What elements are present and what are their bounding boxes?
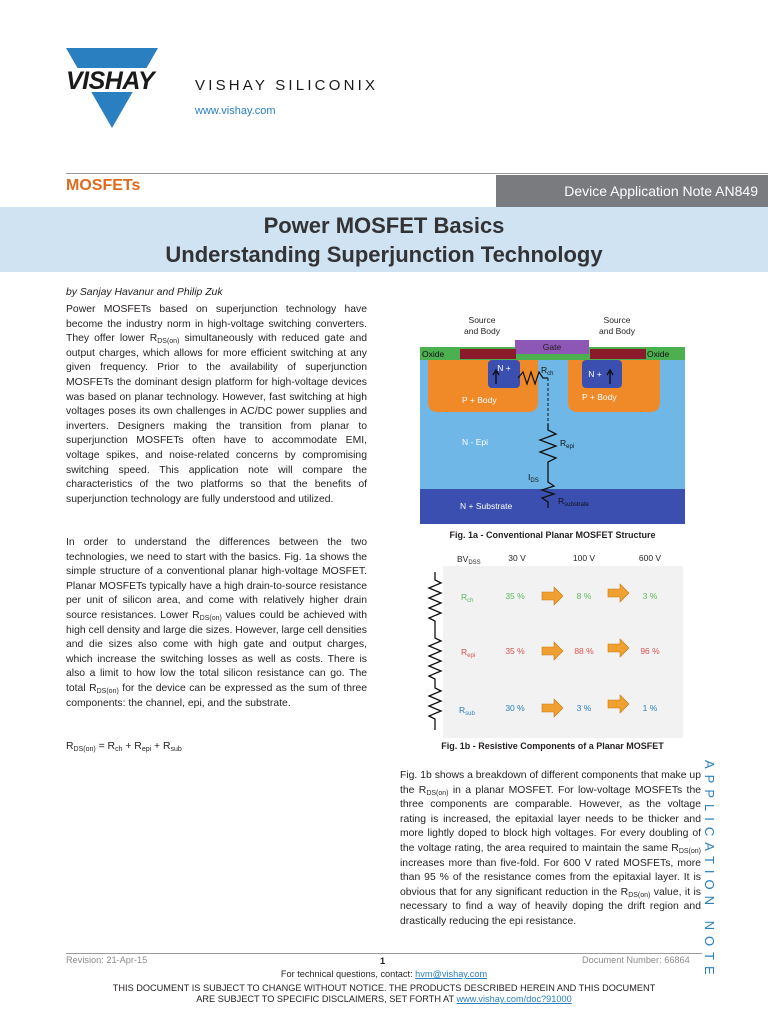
intro-paragraph xyxy=(66,303,367,507)
title-line-1: Power MOSFET Basics xyxy=(263,213,505,238)
eq-r: + R xyxy=(151,741,171,752)
text-sub: DS(on) xyxy=(157,338,180,346)
text-run: Power MOSFETs based on superjunction technology have become the industry norm in high-voltage switching converters. They offer lower R xyxy=(66,304,367,345)
bv-sub: DSS xyxy=(468,560,481,566)
eq-sub: sub xyxy=(170,746,182,753)
disclaimer-link[interactable]: www.vishay.com/doc?91000 xyxy=(456,994,572,1004)
source-contact-right xyxy=(590,349,646,359)
fig1a-mosfet-structure xyxy=(420,314,685,524)
rsub-30v: 30 % xyxy=(505,703,525,713)
section-label: MOSFETs xyxy=(66,177,141,194)
rch-row-label: $R_{ch}$ xyxy=(461,592,474,604)
rsub-100v: 3 % xyxy=(576,703,592,713)
nplus-label-left: N + xyxy=(497,363,511,373)
page-number: 1 xyxy=(380,956,386,966)
basics-paragraph xyxy=(66,536,367,711)
resistor-chain xyxy=(429,572,441,730)
eq-r: + R xyxy=(122,741,142,752)
repi-sub: epi xyxy=(566,444,575,450)
app-note-label: Device Application Note AN849 xyxy=(496,175,768,207)
bv-text: BV xyxy=(457,554,469,564)
disclaimer-line-1: THIS DOCUMENT IS SUBJECT TO CHANGE WITHOUT NOTICE. THE PRODUCTS DESCRIBED HEREIN AND THIS DOCUMENT xyxy=(112,983,656,993)
fig1b-caption: Fig. 1b - Resistive Components of a Planar MOSFET xyxy=(441,741,664,751)
text-run: Fig. 1b shows a breakdown of different components that make up the R xyxy=(400,770,701,796)
text-sub: DS(on) xyxy=(199,614,222,622)
text-run: for the device can be expressed as the sum of three components: the channel, epi, and the substrate. xyxy=(66,682,368,709)
document-number: Document Number: 66864 xyxy=(582,955,690,965)
voltage-100: 100 V xyxy=(572,553,596,563)
text-run: In order to understand the differences between the two technologies, we need to start with the basics. Fig. 1a shows the simple structure of a conventional planar high-voltage MOSFET. Planar MOSFETs typically have a high drain-to-source resistance per unit of silicon area, and come with relatively higher drain source resistances. Lower R xyxy=(66,537,367,621)
repi-600v: 96 % xyxy=(640,646,660,656)
source-label-left: Source xyxy=(468,315,496,325)
application-note-sidebar: APPLICATION NOTE xyxy=(702,760,717,981)
fig1a-caption: Fig. 1a - Conventional Planar MOSFET Structure xyxy=(449,530,656,540)
eq-sub: ch xyxy=(115,746,123,753)
text-run: values could be achieved with high cell density and large die sizes. However, large cell densities and die sizes also come with high gate and output charges, which increase the switching losses as well as costs. There is also a limit to how low the total silicon resistance can go. The total R xyxy=(66,609,367,694)
contact-prefix: For technical questions, contact: xyxy=(280,969,416,979)
text-run: in a planar MOSFET. For low-voltage MOSFETs the three components are comparable. However, as the voltage rating is increased, the epitaxial layer needs to be thicker and more lightly doped to block high voltages. For every doubling of the voltage rating, the area required to maintain the same R xyxy=(400,784,702,854)
p-body-label-left: P + Body xyxy=(462,395,497,405)
eq-r: = R xyxy=(95,741,116,752)
and-body-label-right: and Body xyxy=(599,326,635,336)
header-rule xyxy=(66,173,768,174)
fig1b-svg xyxy=(425,548,685,738)
authors: by Sanjay Havanur and Philip Zuk xyxy=(66,287,223,298)
rch-600v: 3 % xyxy=(642,591,658,601)
gate-label: Gate xyxy=(542,342,562,352)
voltage-600: 600 V xyxy=(638,553,662,563)
text-run: value, it is necessary to find a way of heavily doping the drift region and drastically reducing the epi resistance. xyxy=(400,886,701,927)
title-banner xyxy=(0,207,768,272)
text-run: increases more than five-fold. For 600 V rated MOSFETs, more than 95 % of the resistance comes from the epitaxial layer. It is obvious that for any significant reduction in the R xyxy=(400,857,701,898)
rdson-equation xyxy=(66,740,182,755)
title-line-2: Understanding Superjunction Technology xyxy=(165,242,603,267)
breakdown-paragraph xyxy=(400,769,701,930)
logo-text: VISHAY xyxy=(66,67,155,95)
repi-100v: 88 % xyxy=(574,646,594,656)
ids-i: I xyxy=(528,472,531,482)
footer-rule xyxy=(66,953,702,954)
text-sub: DS(on) xyxy=(426,789,449,797)
p-body-label-right: P + Body xyxy=(582,392,617,402)
website-link[interactable]: www.vishay.com xyxy=(195,105,276,117)
rsub-row-label: $R_{sub}$ xyxy=(459,705,475,717)
ids-sub: DS xyxy=(530,478,539,484)
rch-sub: ch xyxy=(547,371,554,377)
text-sub: DS(on) xyxy=(96,687,119,695)
rch-30v: 35 % xyxy=(505,591,525,601)
text-run: simultaneously with reduced gate and output charges, which allows for more efficient switching at any given frequency. Prior to the availability of superjunction MOSFETs the dominant design platform for high-voltage devices was based on planar technology. However, fast switching at high voltages poses its own challenges in AC/DC power supplies and inverters. Designers making the transition from planar to superjunction MOSFETs often have to accommodate EMI, voltage spikes, and noise-related concerns by compromising switching speed. This application note will compare the characteristics of the two platforms so that the benefits of superjunction technology are fully understood and utilized. xyxy=(66,333,368,505)
repi-r: R xyxy=(560,438,567,448)
revision-date: Revision: 21-Apr-15 xyxy=(66,955,148,965)
contact-email-link[interactable]: hvm@vishay.com xyxy=(415,969,488,979)
disclaimer-line-2 xyxy=(0,994,768,1004)
disclaimer-prefix: ARE SUBJECT TO SPECIFIC DISCLAIMERS, SET FORTH AT xyxy=(196,994,457,1004)
rsubstrate-r: R xyxy=(558,496,565,506)
source-contact-left xyxy=(460,349,516,359)
oxide-label-left: Oxide xyxy=(422,349,445,359)
fig1b-resistive-components xyxy=(425,548,685,738)
repi-row-label: $R_{epi}$ xyxy=(461,647,476,659)
bv-header xyxy=(457,554,481,566)
oxide-label-right: Oxide xyxy=(647,349,670,359)
voltage-30: 30 V xyxy=(508,553,526,563)
source-label-right: Source xyxy=(603,315,631,325)
eq-r: R xyxy=(66,741,74,752)
brand-name: VISHAY SILICONIX xyxy=(195,77,379,94)
rsub-600v: 1 % xyxy=(642,703,658,713)
vishay-logo xyxy=(66,48,158,128)
nplus-label-right: N + xyxy=(588,369,602,379)
text-sub: DS(on) xyxy=(678,847,701,855)
eq-sub: epi xyxy=(141,746,152,753)
rsubstrate-sub: substrate xyxy=(564,502,589,508)
rch-r: R xyxy=(541,365,548,375)
text-sub: DS(on) xyxy=(628,891,651,899)
eq-sub: DS(on) xyxy=(73,746,96,753)
and-body-label-left: and Body xyxy=(464,326,500,336)
contact-line xyxy=(0,969,768,979)
n-substrate-label: N + Substrate xyxy=(460,501,513,511)
rch-100v: 8 % xyxy=(576,591,592,601)
repi-30v: 35 % xyxy=(505,646,525,656)
n-epi-label: N - Epi xyxy=(462,437,488,447)
